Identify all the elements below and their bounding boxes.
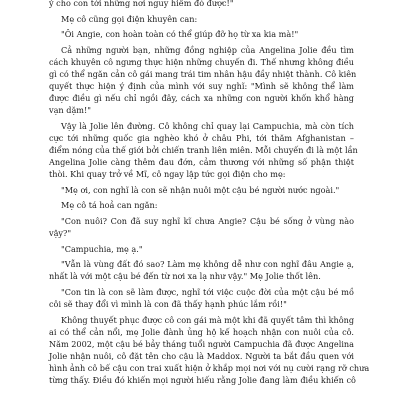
- text-line: "Con nuôi? Con đã suy nghĩ kĩ chưa Angie? Cậu bé sống ở vùng nào: [61, 215, 354, 226]
- paragraph: [49, 0, 354, 9]
- text-line: gì có thể ngăn cản cô gái mang trái tim nhân hậu đầy nhiệt thành. Cô kiên: [49, 69, 357, 80]
- paragraph: [49, 286, 354, 310]
- text-line: Angelina Jolie càng thêm đau đớn, cảm thương với những số phận thiệt: [49, 156, 354, 167]
- text-line: "Vẫn là vùng đất đó sao? Làm mẹ không dễ như con nghĩ đâu Angie ạ,: [61, 259, 354, 270]
- text-line: "Campuchia, mẹ ạ.": [61, 243, 143, 254]
- paragraph: [49, 120, 358, 180]
- text-line: vạn dặm!": [49, 105, 92, 116]
- text-line: côi sẽ thay đổi vì mình là con đã thấy hạnh phúc lắm rồi!": [49, 298, 287, 309]
- text-line: thòi. Khi quay trở về Mĩ, cô ngay lập tức gọi điện cho mẹ:: [49, 168, 286, 179]
- text-line: nhất là với một cậu bé đến từ nơi xa lạ như vậy." Mẹ Jolie thốt lên.: [49, 271, 321, 282]
- text-line: từng thấy. Điều đó khiến mọi người hiếu rằng Jolie đang làm điều khiến cô: [49, 374, 356, 385]
- text-line: cực tới những quốc gia nghèo khó ở châu Phi, tới thăm Afghanistan –: [49, 132, 354, 143]
- text-line: quyết thực hiện ý định của mình với suy nghĩ: "Mình sẽ không thể làm: [49, 81, 354, 92]
- text-line: Vậy là Jolie lên đường. Cô không chỉ quay lại Campuchia, mà còn tích: [61, 120, 354, 131]
- text-line: vậy?": [49, 227, 72, 238]
- paragraph: [49, 215, 354, 239]
- paragraph: [49, 13, 354, 25]
- paragraph: [49, 184, 354, 196]
- paragraph: [49, 314, 370, 386]
- text-line: Mẹ cô tá hoả can ngăn:: [61, 200, 158, 211]
- paragraph: [49, 44, 357, 116]
- text-line: Mẹ cô cũng gọi điện khuyên can:: [61, 13, 198, 24]
- text-line: ý cho con tới những nơi nguy hiểm đó được!": [49, 0, 234, 8]
- text-line: Năm 2002, một cậu bé bảy tháng tuổi người Campuchia đã được Angelina: [49, 338, 354, 349]
- paragraph: [49, 28, 354, 40]
- text-line: được điều gì nếu chỉ ngồi đây, cách xa những con người khốn khổ hàng: [49, 93, 354, 104]
- text-line: điểm nóng của thế giới bởi chiến tranh liên miên. Mỗi chuyến đi là một lần: [49, 144, 358, 155]
- paragraph: [49, 199, 354, 211]
- paragraph: [49, 243, 354, 255]
- text-line: "Con tin là con sẽ làm được, nghĩ tới việc cuộc đời của một cậu bé mồ: [61, 286, 354, 297]
- text-line: "Mẹ ơi, con nghĩ là con sẽ nhận nuôi một cậu bé người nước ngoài.": [61, 184, 340, 195]
- text-line: Cả những người bạn, những đồng nghiệp của Angelina Jolie đều tìm: [61, 44, 354, 55]
- text-line: Không thuyết phục được cô con gái mà một khi đã quyết tâm thì không: [61, 314, 355, 325]
- text-line: "Ôi Angie, con hoàn toàn có thể giúp đỡ họ từ xa kia mà!": [61, 29, 299, 40]
- text-line: cách khuyên cô ngưng thực hiện những chuyến đi. Thế nhưng không điều: [49, 56, 354, 67]
- text-line: Jolie nhận nuôi, cô đặt tên cho cậu là Maddox. Người ta bắt đầu quen với: [49, 350, 354, 361]
- body-text: [49, 0, 370, 386]
- text-line: hình ảnh cô bế cậu con trai xuất hiện ở khắp mọi nơi với nụ cười rạng rỡ chưa: [49, 362, 370, 373]
- paragraph: [49, 258, 354, 282]
- text-line: ai có thể cản nổi, mẹ Jolie đành ủng hộ kế hoạch nhận con nuôi của cô.: [49, 326, 354, 337]
